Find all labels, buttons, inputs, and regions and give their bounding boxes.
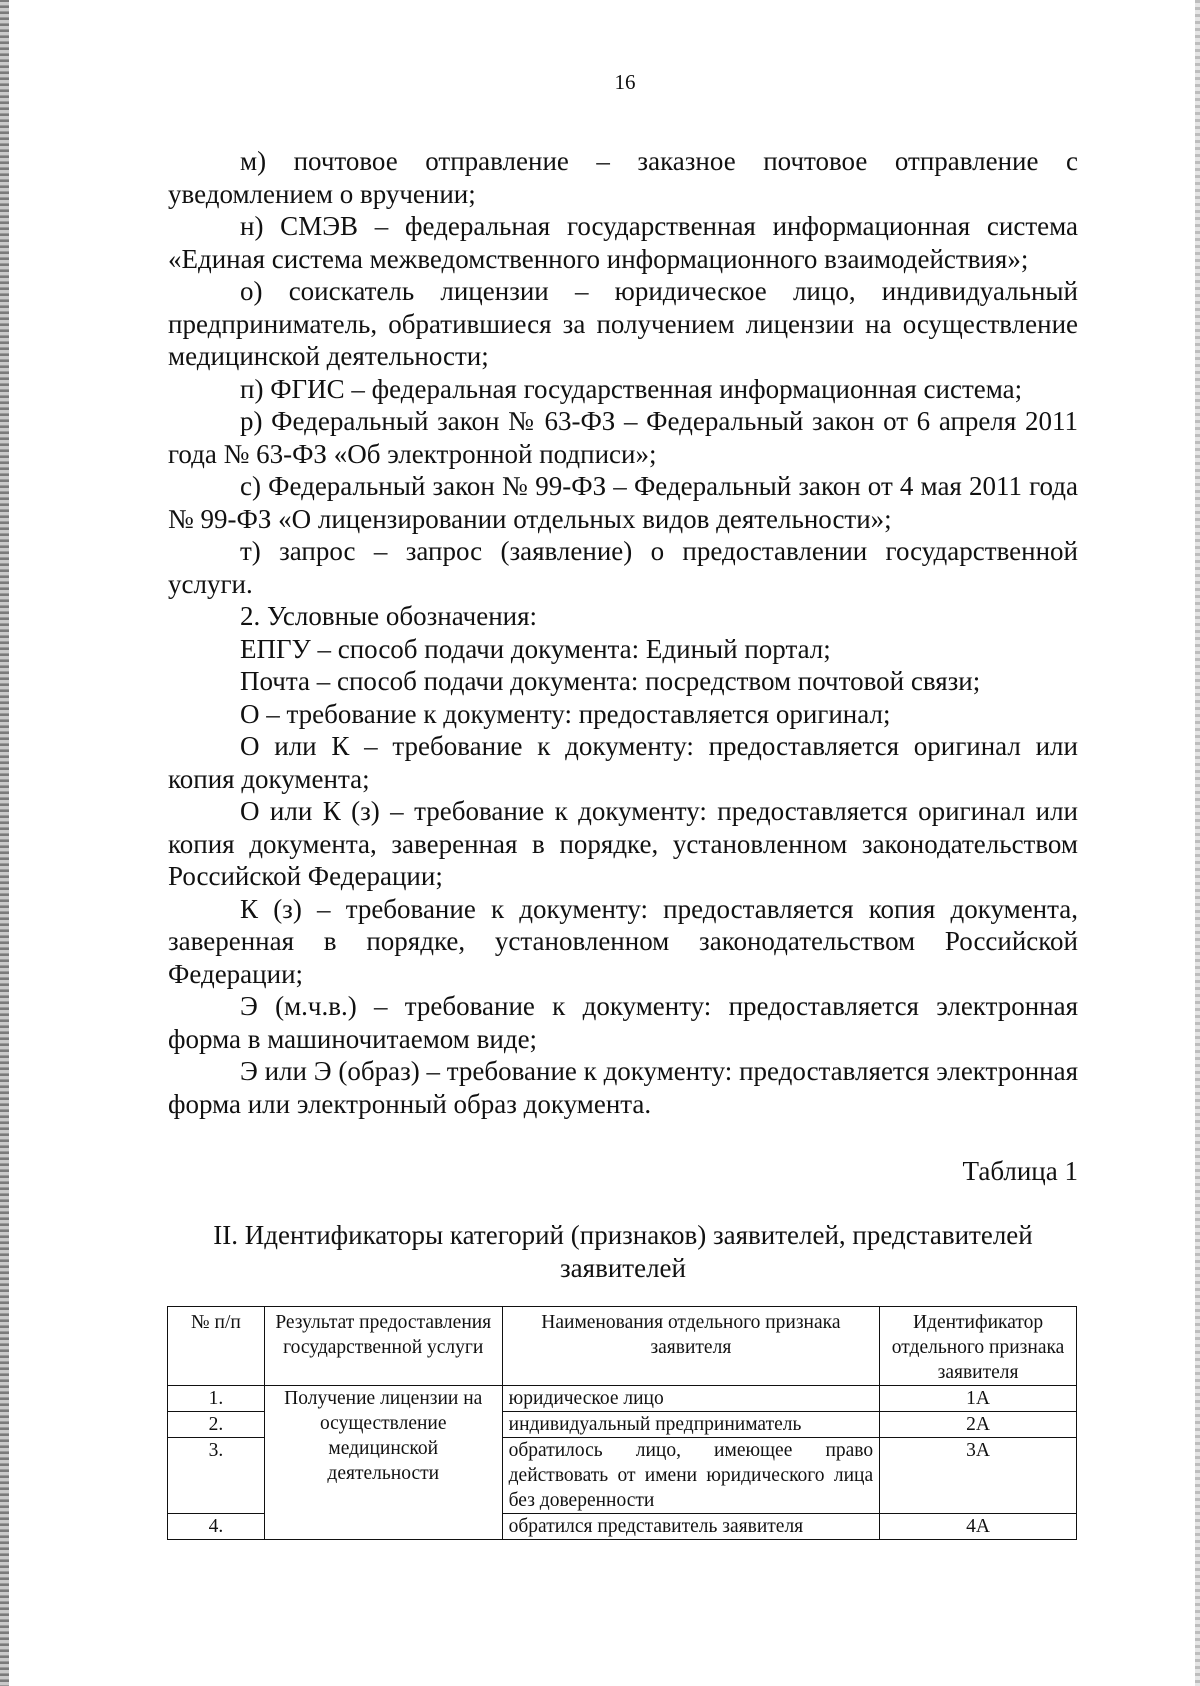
definition-m: м) почтовое отправление – заказное почтовое отправление с уведомлением о вручении; <box>168 146 1078 209</box>
legend-o-or-k-z: О или К (з) – требование к документу: предоставляется оригинал или копия документа, заверенная в порядке, установленном законодательством Российской Федерации; <box>168 796 1078 891</box>
table-row <box>168 1386 1077 1412</box>
row-name: юридическое лицо <box>502 1386 879 1412</box>
legend-e-mchv: Э (м.ч.в.) – требование к документу: предоставляется электронная форма в машиночитаемом виде; <box>168 991 1078 1054</box>
definition-r: р) Федеральный закон № 63-ФЗ – Федеральный закон от 6 апреля 2011 года № 63-ФЗ «Об электронной подписи»; <box>168 406 1078 469</box>
header-name: Наименования отдельного признака заявителя <box>502 1307 879 1386</box>
result-cell: Получение лицензии на осуществление медицинской деятельности <box>264 1386 502 1540</box>
legend-o: О – требование к документу: предоставляется оригинал; <box>240 698 891 729</box>
definition-p: п) ФГИС – федеральная государственная информационная система; <box>240 373 1023 404</box>
row-id: 4А <box>880 1514 1077 1540</box>
header-result: Результат предоставления государственной услуги <box>264 1307 502 1386</box>
table-header-row <box>168 1307 1077 1386</box>
definition-o: о) соискатель лицензии – юридическое лицо, индивидуальный предприниматель, обратившиеся за получением лицензии на осуществление медицинской деятельности; <box>168 276 1078 371</box>
row-num: 1. <box>168 1386 265 1412</box>
definition-s: с) Федеральный закон № 99-ФЗ – Федеральный закон от 4 мая 2011 года № 99-ФЗ «О лицензировании отдельных видов деятельности»; <box>168 471 1078 534</box>
definition-n: н) СМЭВ – федеральная государственная информационная система «Единая система межведомственного информационного взаимодействия»; <box>168 211 1078 274</box>
legend-heading: 2. Условные обозначения: <box>240 601 538 631</box>
row-name: обратилось лицо, имеющее право действовать от имени юридического лица без доверенности <box>502 1438 879 1514</box>
row-num: 2. <box>168 1412 265 1438</box>
row-id: 2А <box>880 1412 1077 1438</box>
table-label: Таблица 1 <box>962 1156 1078 1186</box>
legend-pochta: Почта – способ подачи документа: посредством почтовой связи; <box>240 666 981 696</box>
row-id: 3А <box>880 1438 1077 1514</box>
legend-k-z: К (з) – требование к документу: предоставляется копия документа, заверенная в порядке, установленном законодательством Российской Федерации; <box>168 893 1078 989</box>
row-num: 3. <box>168 1438 265 1514</box>
section-title: II. Идентификаторы категорий (признаков) заявителей, представителей заявителей <box>213 1220 1033 1283</box>
row-name: индивидуальный предприниматель <box>502 1412 879 1438</box>
row-num: 4. <box>168 1514 265 1540</box>
body-text <box>168 145 1078 1120</box>
header-id: Идентификатор отдельного признака заявителя <box>880 1307 1077 1386</box>
legend-e-or-e-obraz: Э или Э (образ) – требование к документу: предоставляется электронная форма или электронный образ документа. <box>168 1056 1078 1119</box>
row-name: обратился представитель заявителя <box>502 1514 879 1540</box>
scan-edge-right <box>1195 0 1200 1686</box>
scan-edge-left <box>0 0 9 1686</box>
legend-o-or-k: О или К – требование к документу: предоставляется оригинал или копия документа; <box>168 731 1078 794</box>
legend-epgu: ЕПГУ – способ подачи документа: Единый портал; <box>240 633 831 664</box>
identifiers-table <box>167 1306 1077 1540</box>
header-num: № п/п <box>168 1307 265 1386</box>
page-number: 16 <box>614 70 636 94</box>
row-id: 1А <box>880 1386 1077 1412</box>
definition-t: т) запрос – запрос (заявление) о предоставлении государственной услуги. <box>168 536 1078 599</box>
